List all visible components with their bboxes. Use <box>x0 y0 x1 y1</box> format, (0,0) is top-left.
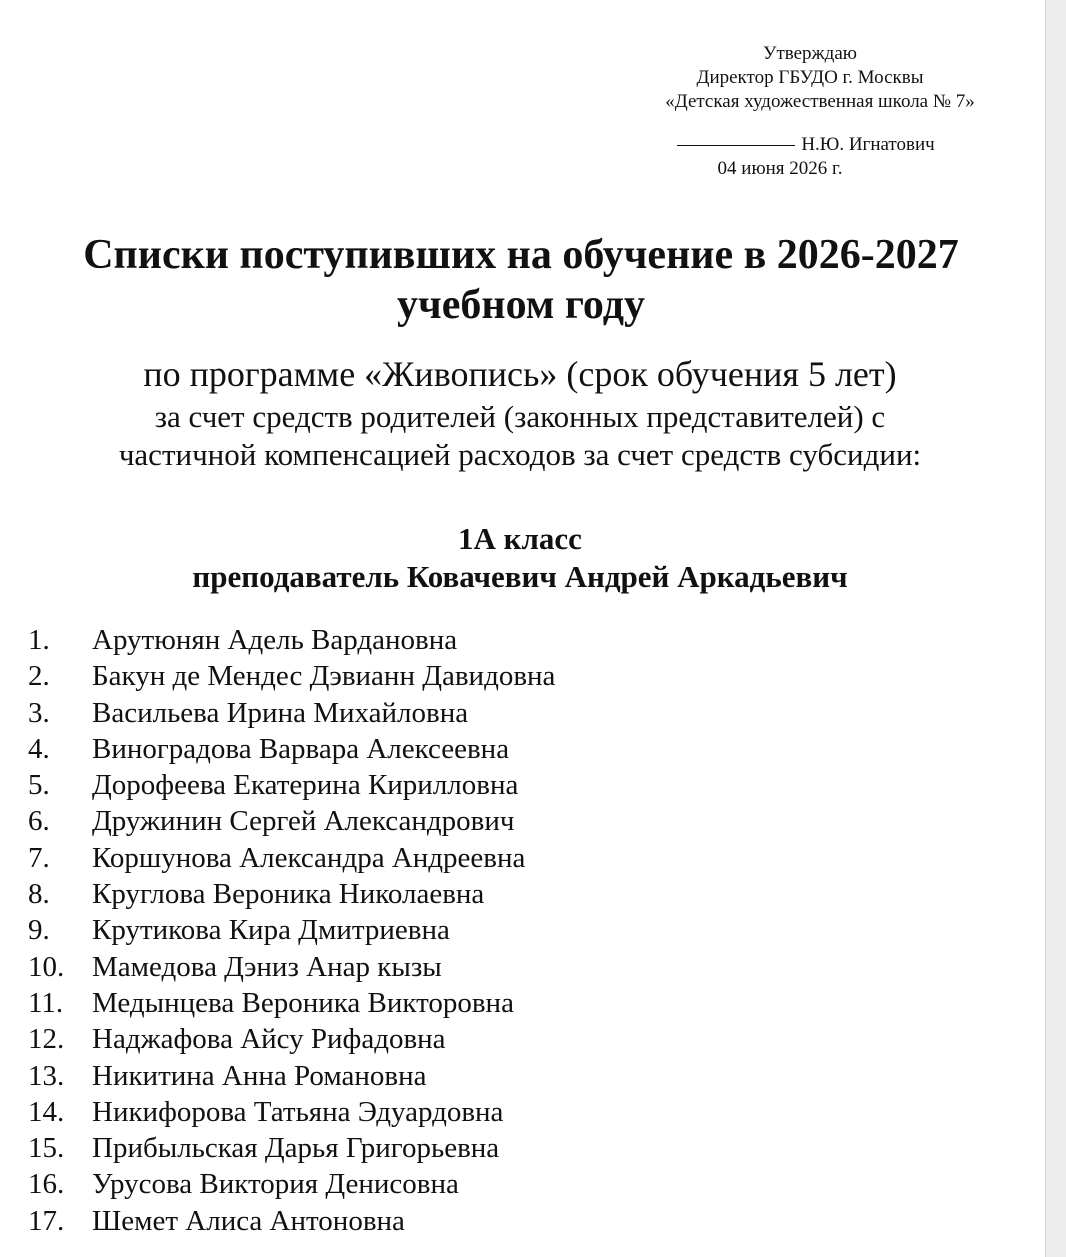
approval-block <box>560 42 1066 181</box>
item-number: 11. <box>28 986 64 1019</box>
approval-date: 04 июня 2026 г. <box>717 158 843 179</box>
item-number: 3. <box>28 696 50 729</box>
item-number: 6. <box>28 805 50 838</box>
approval-school: «Детская художественная школа № 7» <box>665 91 975 112</box>
signature-line <box>677 145 795 146</box>
document-title <box>40 230 1002 330</box>
student-name: Никитина Анна Романовна <box>92 1059 427 1092</box>
item-number: 15. <box>28 1132 65 1165</box>
class-teacher: преподаватель Ковачевич Андрей Аркадьевич <box>192 559 848 594</box>
approval-director: Директор ГБУДО г. Москвы <box>696 67 924 88</box>
student-name: Урусова Виктория Денисовна <box>92 1168 459 1201</box>
item-number: 12. <box>28 1023 65 1056</box>
student-name: Дорофеева Екатерина Кирилловна <box>92 769 519 802</box>
item-number: 5. <box>28 769 50 802</box>
item-number: 16. <box>28 1168 65 1201</box>
student-name: Мамедова Дэниз Анар кызы <box>92 950 442 983</box>
page-edge <box>1045 0 1066 1257</box>
student-name: Шемет Алиса Антоновна <box>92 1204 405 1237</box>
funding-line-2: частичной компенсацией расходов за счет средств субсидии: <box>118 437 922 472</box>
approval-heading: Утверждаю <box>763 43 857 64</box>
title-line-2: учебном году <box>397 282 645 328</box>
item-number: 10. <box>28 950 65 983</box>
item-number: 2. <box>28 660 50 693</box>
item-number: 7. <box>28 841 50 874</box>
title-line-1: Списки поступивших на обучение в 2026-2027 <box>83 232 959 278</box>
item-number: 8. <box>28 878 50 911</box>
student-name: Арутюнян Адель Вардановна <box>92 624 458 656</box>
student-name: Дружинин Сергей Александрович <box>92 805 515 838</box>
item-number: 14. <box>28 1095 65 1128</box>
student-name: Крутикова Кира Дмитриевна <box>92 914 450 947</box>
signature-row <box>532 133 1066 157</box>
funding-text <box>20 398 1020 474</box>
student-name: Медынцева Вероника Викторовна <box>92 986 514 1019</box>
student-name: Прибыльская Дарья Григорьевна <box>92 1132 500 1165</box>
student-name: Никифорова Татьяна Эдуардовна <box>92 1095 504 1128</box>
signer-name: Н.Ю. Игнатович <box>801 134 935 155</box>
student-name: Бакун де Мендес Дэвианн Давидовна <box>92 660 556 693</box>
item-number: 17. <box>28 1204 65 1237</box>
student-name: Васильева Ирина Михайловна <box>92 696 469 729</box>
program-line: по программе «Живопись» (срок обучения 5 лет) <box>143 354 897 394</box>
class-name: 1А класс <box>458 521 582 556</box>
item-number: 13. <box>28 1059 65 1092</box>
class-block <box>20 520 1020 596</box>
student-name: Наджафова Айсу Рифадовна <box>92 1023 446 1056</box>
student-name: Виноградова Варвара Алексеевна <box>92 732 510 765</box>
item-number: 4. <box>28 732 50 765</box>
item-number: 1. <box>28 624 50 656</box>
funding-line-1: за счет средств родителей (законных представителей) с <box>154 399 886 434</box>
student-name: Круглова Вероника Николаевна <box>92 878 485 911</box>
item-number: 9. <box>28 914 50 947</box>
student-name: Коршунова Александра Андреевна <box>92 841 526 874</box>
